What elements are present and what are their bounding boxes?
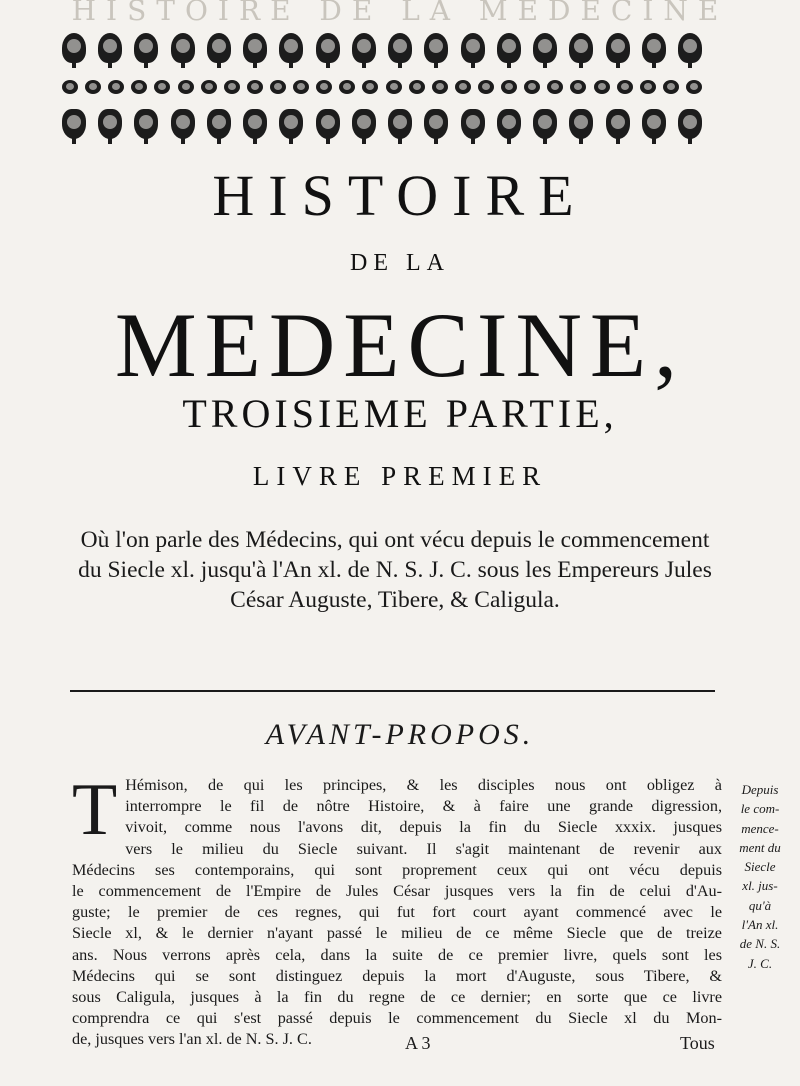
text-line: Siecle xl, & le dernier n'ayant passé le milieu de ce même Siecle que de treize [72,924,722,943]
title-troisieme-partie: TROISIEME PARTIE, [182,391,618,436]
text-line: Médecins ses contemporains, qui sont proprement ceux qui ont vécu depuis [72,860,722,879]
text-line: vivoit, comme nous l'avons dit, depuis la fin du Siecle xxxix. jusques [125,818,722,837]
ornament-band-bottom [62,104,702,144]
catchword: Tous [680,1033,715,1053]
subtitle: Où l'on parle des Médecins, qui ont vécu depuis le commencement du Siecle xl. jusqu'à l'An xl. de N. S. J. C. sous les Empereurs Jules César Auguste, Tibere, & Caligula. [78,527,712,613]
drop-cap: T [72,769,118,851]
text-line: le commencement de l'Empire de Jules César jusques vers la fin de celui d'Au- [72,882,722,901]
text-line: Médecins qui se sont distinguez depuis la mort d'Auguste, sous Tibere, & [72,966,722,985]
title-medecine: MEDECINE, [114,294,686,396]
bleed-through-header: HISTOIRE DE LA MEDECINE [71,0,729,27]
text-line: ans. Nous verrons après cela, dans la suite de ce premier livre, quels sont les [72,945,722,964]
title-histoire: HISTOIRE [212,163,588,228]
text-line: Hémison, de qui les principes, & les disciples nous ont obligez à [125,776,722,794]
title-de-la: DE LA [350,250,450,276]
text-line: interrompre le fil de nôtre Histoire, & à faire une grande digression, [125,797,722,816]
body-paragraph [72,769,722,1051]
signature-mark: A 3 [405,1033,431,1053]
text-line: vers le milieu du Siecle suivant. Il s'agit maintenant de revenir aux [125,839,722,858]
text-line: de, jusques vers l'an xl. de N. S. J. C. [72,1030,312,1049]
text-line: guste; le premier de ces regnes, qui fut fort court ayant commencé avec le [72,903,722,922]
text-line: comprendra ce qui s'est passé depuis le commencement du Siecle xl du Mon- [72,1009,722,1028]
margin-note: Depuis le com- mence- ment du Siecle xl. jus- qu'à l'An xl. de N. S. J. C. [739,782,781,971]
divider-rule [70,690,715,692]
ornament-band-top [62,28,702,68]
ornament-band-middle [62,76,702,98]
title-livre-premier: LIVRE PREMIER [252,461,548,491]
section-heading: AVANT-PROPOS. [265,718,535,751]
text-line: sous Caligula, jusques à la fin du regne de ce dernier; en sorte que ce livre [72,988,722,1007]
